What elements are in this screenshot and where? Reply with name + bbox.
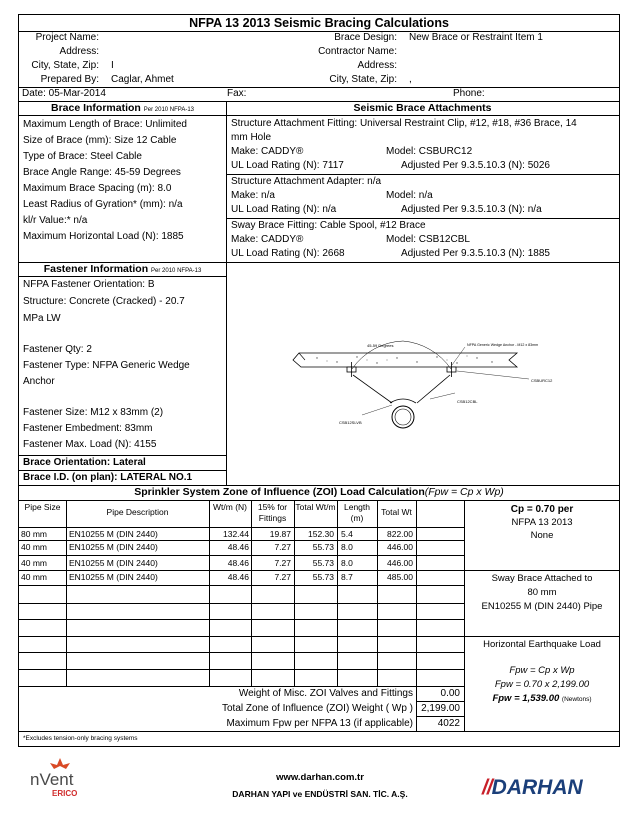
angle-label: 45-59 Degrees xyxy=(367,343,394,348)
fastener-type: Fastener Type: NFPA Generic Wedge xyxy=(23,360,190,371)
col-total-wt: Total Wt xyxy=(381,507,412,517)
contractor-label: Contractor Name: xyxy=(318,46,397,57)
ul-rating-2: UL Load Rating (N): n/a xyxy=(231,204,337,215)
address-label: Address: xyxy=(59,46,99,57)
spool-label: CSB12SLVB xyxy=(339,420,362,425)
brace-design-label: Brace Design: xyxy=(334,32,397,43)
nvent-text: nVent xyxy=(30,770,74,789)
table-cell: 8.0 xyxy=(341,542,353,552)
clip-leader xyxy=(457,371,529,379)
table-cell: 48.46 xyxy=(227,572,249,582)
pipe xyxy=(390,399,416,428)
brace-info-line: kl/r Value:* n/a xyxy=(23,215,88,226)
city-label: City, State, Zip: xyxy=(31,60,99,71)
date-text: Date: 05-Mar-2014 xyxy=(22,88,106,99)
fastener-embedment: Fastener Embedment: 83mm xyxy=(23,423,153,434)
city-value: I xyxy=(111,60,114,71)
col-total-wt-m: Total Wt/m xyxy=(295,502,336,512)
table-cell: 7.27 xyxy=(274,558,291,568)
fastener-structure: Structure: Concrete (Cracked) - 20.7 xyxy=(23,296,185,307)
formula-2: Fpw = 0.70 x 2,199.00 xyxy=(494,679,590,690)
misc-label: Weight of Misc. ZOI Valves and Fittings xyxy=(238,688,413,699)
zoi-heading: Sprinkler System Zone of Influence (ZOI) Load Calculation(Fpw = Cp x Wp) xyxy=(134,486,504,498)
table-cell: 485.00 xyxy=(387,572,413,582)
formula-3: Fpw = 1,539.00 (Newtons) xyxy=(492,693,592,704)
brace-info-line: Least Radius of Gyration* (mm): n/a xyxy=(23,199,183,210)
darhan-logo xyxy=(482,776,583,800)
hel-title: Horizontal Earthquake Load xyxy=(483,639,601,650)
table-cell: EN10255 M (DIN 2440) xyxy=(69,529,158,539)
erico-text: ERICO xyxy=(52,789,78,798)
prepared-label: Prepared By: xyxy=(40,74,99,85)
attachments-heading: Seismic Brace Attachments xyxy=(353,102,492,114)
max-value: 4022 xyxy=(437,718,460,729)
fastener-type-cont: Anchor xyxy=(23,376,55,387)
col-pipe-desc: Pipe Description xyxy=(106,507,169,517)
page-title: NFPA 13 2013 Seismic Bracing Calculations xyxy=(189,16,449,30)
total-label: Total Zone of Influence (ZOI) Weight ( Wp ) xyxy=(222,703,413,714)
brace-diagram xyxy=(227,263,620,483)
table-cell: 446.00 xyxy=(387,558,413,568)
table-cell: 7.27 xyxy=(274,572,291,582)
sway-line2: 80 mm xyxy=(527,587,557,598)
table-cell: 40 mm xyxy=(21,558,47,568)
col-length: Length (m) xyxy=(344,502,370,523)
fastener-orientation: NFPA Fastener Orientation: B xyxy=(23,279,155,290)
fastener-max-load: Fastener Max. Load (N): 4155 xyxy=(23,439,157,450)
table-cell: 132.44 xyxy=(223,529,249,539)
model-3: Model: CSB12CBL xyxy=(386,234,470,245)
misc-value: 0.00 xyxy=(440,688,460,699)
total-value: 2,199.00 xyxy=(421,703,460,714)
brace-info-heading: Brace Information Per 2010 NFPA-13 xyxy=(50,102,195,114)
model-1: Model: CSBURC12 xyxy=(386,146,473,157)
col-fittings: 15% for Fittings xyxy=(257,502,288,523)
table-cell: 8.7 xyxy=(341,572,353,582)
table-cell: 5.4 xyxy=(341,529,353,539)
city2-label: City, State, Zip: xyxy=(329,74,397,85)
brace-info-line: Type of Brace: Steel Cable xyxy=(23,151,142,162)
sway-fitting: Sway Brace Fitting: Cable Spool, #12 Brace xyxy=(231,220,426,231)
anchor-label: NFPA Generic Wedge Anchor - M12 x 83mm xyxy=(467,343,539,347)
fastener-structure-cont: MPa LW xyxy=(23,313,61,324)
structure-fitting-cont: mm Hole xyxy=(231,132,272,143)
table-cell: 8.0 xyxy=(341,558,353,568)
col-pipe-size: Pipe Size xyxy=(24,502,61,512)
table-cell: 80 mm xyxy=(21,529,47,539)
formula-1: Fpw = Cp x Wp xyxy=(509,665,575,676)
brace-id: Brace I.D. (on plan): LATERAL NO.1 xyxy=(23,472,193,483)
darhan-bars-icon: // xyxy=(482,776,492,799)
cable-leader xyxy=(430,393,455,399)
structure-fitting: Structure Attachment Fitting: Universal Restraint Clip, #12, #18, #36 Brace, 14 xyxy=(231,118,577,129)
brace-info-line: Brace Angle Range: 45-59 Degrees xyxy=(23,167,181,178)
cable-label: CSB12CBL xyxy=(457,399,478,404)
brace-info-line: Maximum Length of Brace: Unlimited xyxy=(23,119,187,130)
col-wt-m: Wt/m (N) xyxy=(213,502,247,512)
brace-orientation: Brace Orientation: Lateral xyxy=(23,457,146,468)
ul-rating-3: UL Load Rating (N): 2668 xyxy=(231,248,345,259)
sway-line3: EN10255 M (DIN 2440) Pipe xyxy=(481,601,603,612)
table-cell: EN10255 M (DIN 2440) xyxy=(69,572,158,582)
make-2: Make: n/a xyxy=(231,190,275,201)
spool-leader xyxy=(362,405,392,415)
table-cell: 48.46 xyxy=(227,542,249,552)
adjusted-2: Adjusted Per 9.3.5.10.3 (N): n/a xyxy=(401,204,542,215)
adjusted-3: Adjusted Per 9.3.5.10.3 (N): 1885 xyxy=(401,248,550,259)
project-name-label: Project Name: xyxy=(35,32,99,43)
table-cell: 19.87 xyxy=(269,529,291,539)
table-cell: EN10255 M (DIN 2440) xyxy=(69,542,158,552)
table-cell: 40 mm xyxy=(21,572,47,582)
table-cell: 55.73 xyxy=(312,572,334,582)
city2-value: , xyxy=(409,74,412,85)
table-cell: 48.46 xyxy=(227,558,249,568)
cp-title: Cp = 0.70 per xyxy=(510,504,574,515)
fastener-qty: Fastener Qty: 2 xyxy=(23,344,92,355)
cp-line3: None xyxy=(530,530,554,541)
cp-line2: NFPA 13 2013 xyxy=(511,517,573,528)
brace-design-value: New Brace or Restraint Item 1 xyxy=(409,32,543,43)
table-cell: 822.00 xyxy=(387,529,413,539)
table-cell: 152.30 xyxy=(308,529,334,539)
fastener-heading: Fastener Information Per 2010 NFPA-13 xyxy=(43,263,202,275)
brace-info-line: Maximum Brace Spacing (m): 8.0 xyxy=(23,183,172,194)
table-cell: EN10255 M (DIN 2440) xyxy=(69,558,158,568)
table-cell: 446.00 xyxy=(387,542,413,552)
company-name: DARHAN YAPI ve ENDÜSTRİ SAN. TİC. A.Ş. xyxy=(232,789,408,799)
adjusted-1: Adjusted Per 9.3.5.10.3 (N): 5026 xyxy=(401,160,550,171)
nvent-logo xyxy=(30,757,90,799)
ul-rating-1: UL Load Rating (N): 7117 xyxy=(231,160,344,171)
brace-info-line: Size of Brace (mm): Size 12 Cable xyxy=(23,135,177,146)
fax-label: Fax: xyxy=(227,88,247,99)
model-2: Model: n/a xyxy=(386,190,433,201)
sway-title: Sway Brace Attached to xyxy=(491,573,593,584)
website[interactable]: www.darhan.com.tr xyxy=(276,772,364,783)
table-cell: 7.27 xyxy=(274,542,291,552)
fastener-size: Fastener Size: M12 x 83mm (2) xyxy=(23,407,164,418)
max-label: Maximum Fpw per NFPA 13 (if applicable) xyxy=(226,718,413,729)
make-3: Make: CADDY® xyxy=(231,234,304,245)
table-cell: 55.73 xyxy=(312,558,334,568)
footnote: *Excludes tension-only bracing systems xyxy=(23,735,138,742)
adapter: Structure Attachment Adapter: n/a xyxy=(231,176,382,187)
ceiling-slab xyxy=(293,353,517,367)
address2-label: Address: xyxy=(357,60,397,71)
clip-label: CSBURC12 xyxy=(531,378,553,383)
phone-label: Phone: xyxy=(453,88,485,99)
table-cell: 55.73 xyxy=(312,542,334,552)
calculation-sheet xyxy=(18,14,620,747)
prepared-value: Caglar, Ahmet xyxy=(111,74,174,85)
table-cell: 40 mm xyxy=(21,542,47,552)
darhan-text: DARHAN xyxy=(491,776,583,799)
brace-info-line: Maximum Horizontal Load (N): 1885 xyxy=(23,231,184,242)
make-1: Make: CADDY® xyxy=(231,146,304,157)
